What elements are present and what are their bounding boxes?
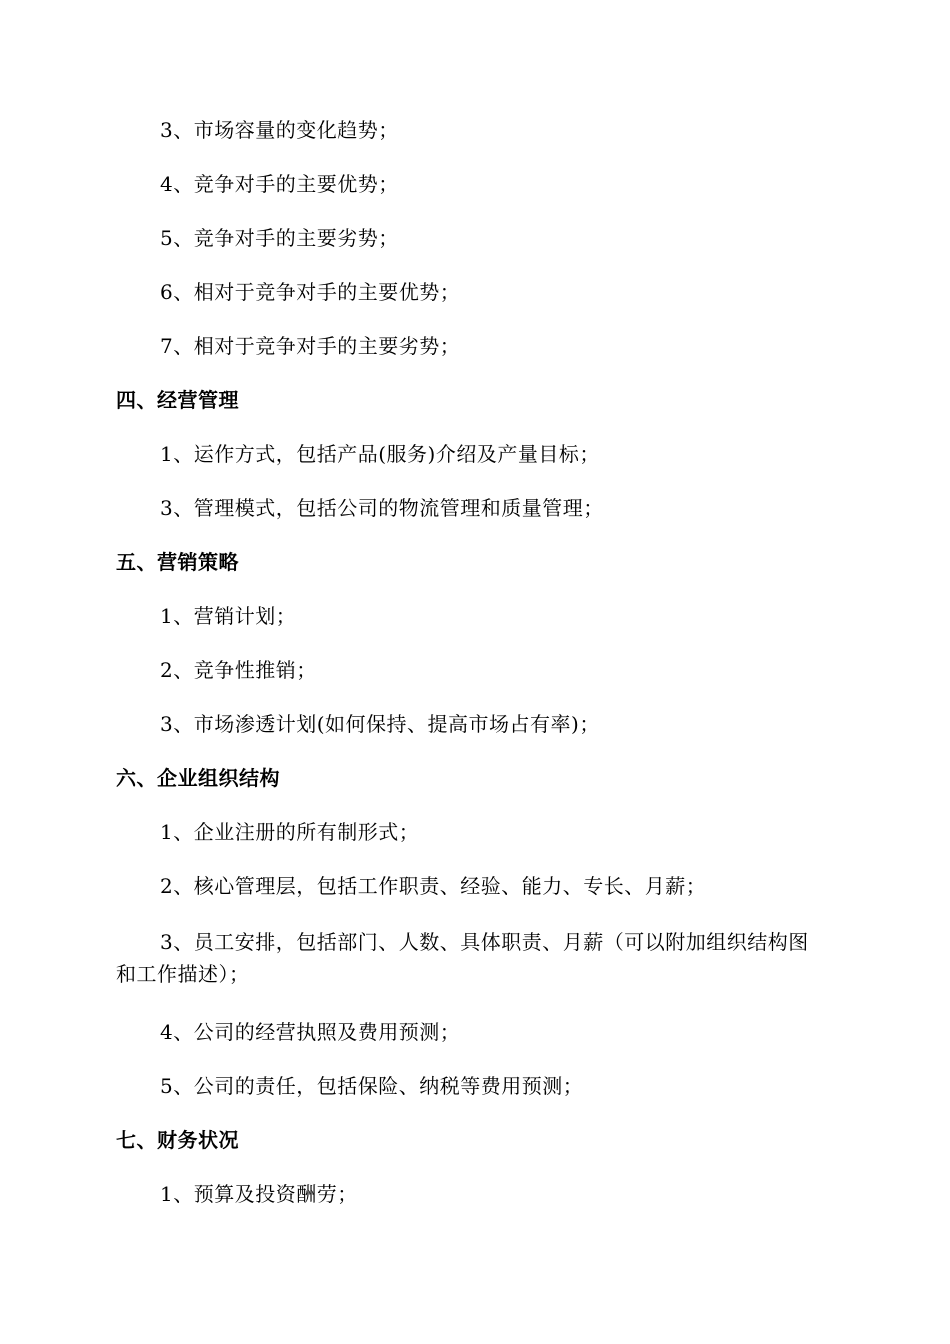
list-item: 5、公司的责任，包括保险、纳税等费用预测； bbox=[160, 1074, 584, 1098]
list-item: 3、管理模式，包括公司的物流管理和质量管理； bbox=[160, 496, 604, 520]
list-item: 3、市场容量的变化趋势； bbox=[160, 118, 399, 142]
section-heading-marketing: 五、营销策略 bbox=[116, 550, 239, 574]
list-item: 1、预算及投资酬劳； bbox=[160, 1182, 358, 1206]
section-heading-organization: 六、企业组织结构 bbox=[116, 766, 280, 790]
list-item: 7、相对于竞争对手的主要劣势； bbox=[160, 334, 461, 358]
list-item: 1、企业注册的所有制形式； bbox=[160, 820, 420, 844]
section-heading-finance: 七、财务状况 bbox=[116, 1128, 239, 1152]
list-item: 3、市场渗透计划(如何保持、提高市场占有率)； bbox=[160, 712, 600, 736]
list-item: 5、竞争对手的主要劣势； bbox=[160, 226, 399, 250]
list-item: 4、竞争对手的主要优势； bbox=[160, 172, 399, 196]
list-item: 6、相对于竞争对手的主要优势； bbox=[160, 280, 461, 304]
list-item: 2、竞争性推销； bbox=[160, 658, 317, 682]
list-item: 3、员工安排，包括部门、人数、具体职责、月薪（可以附加组织结构图和工作描述）； bbox=[116, 930, 809, 986]
list-item: 1、营销计划； bbox=[160, 604, 297, 628]
list-item: 4、公司的经营执照及费用预测； bbox=[160, 1020, 461, 1044]
list-item: 2、核心管理层，包括工作职责、经验、能力、专长、月薪； bbox=[160, 874, 707, 898]
list-item: 1、运作方式，包括产品(服务)介绍及产量目标； bbox=[160, 442, 600, 466]
section-heading-operations: 四、经营管理 bbox=[116, 388, 239, 412]
